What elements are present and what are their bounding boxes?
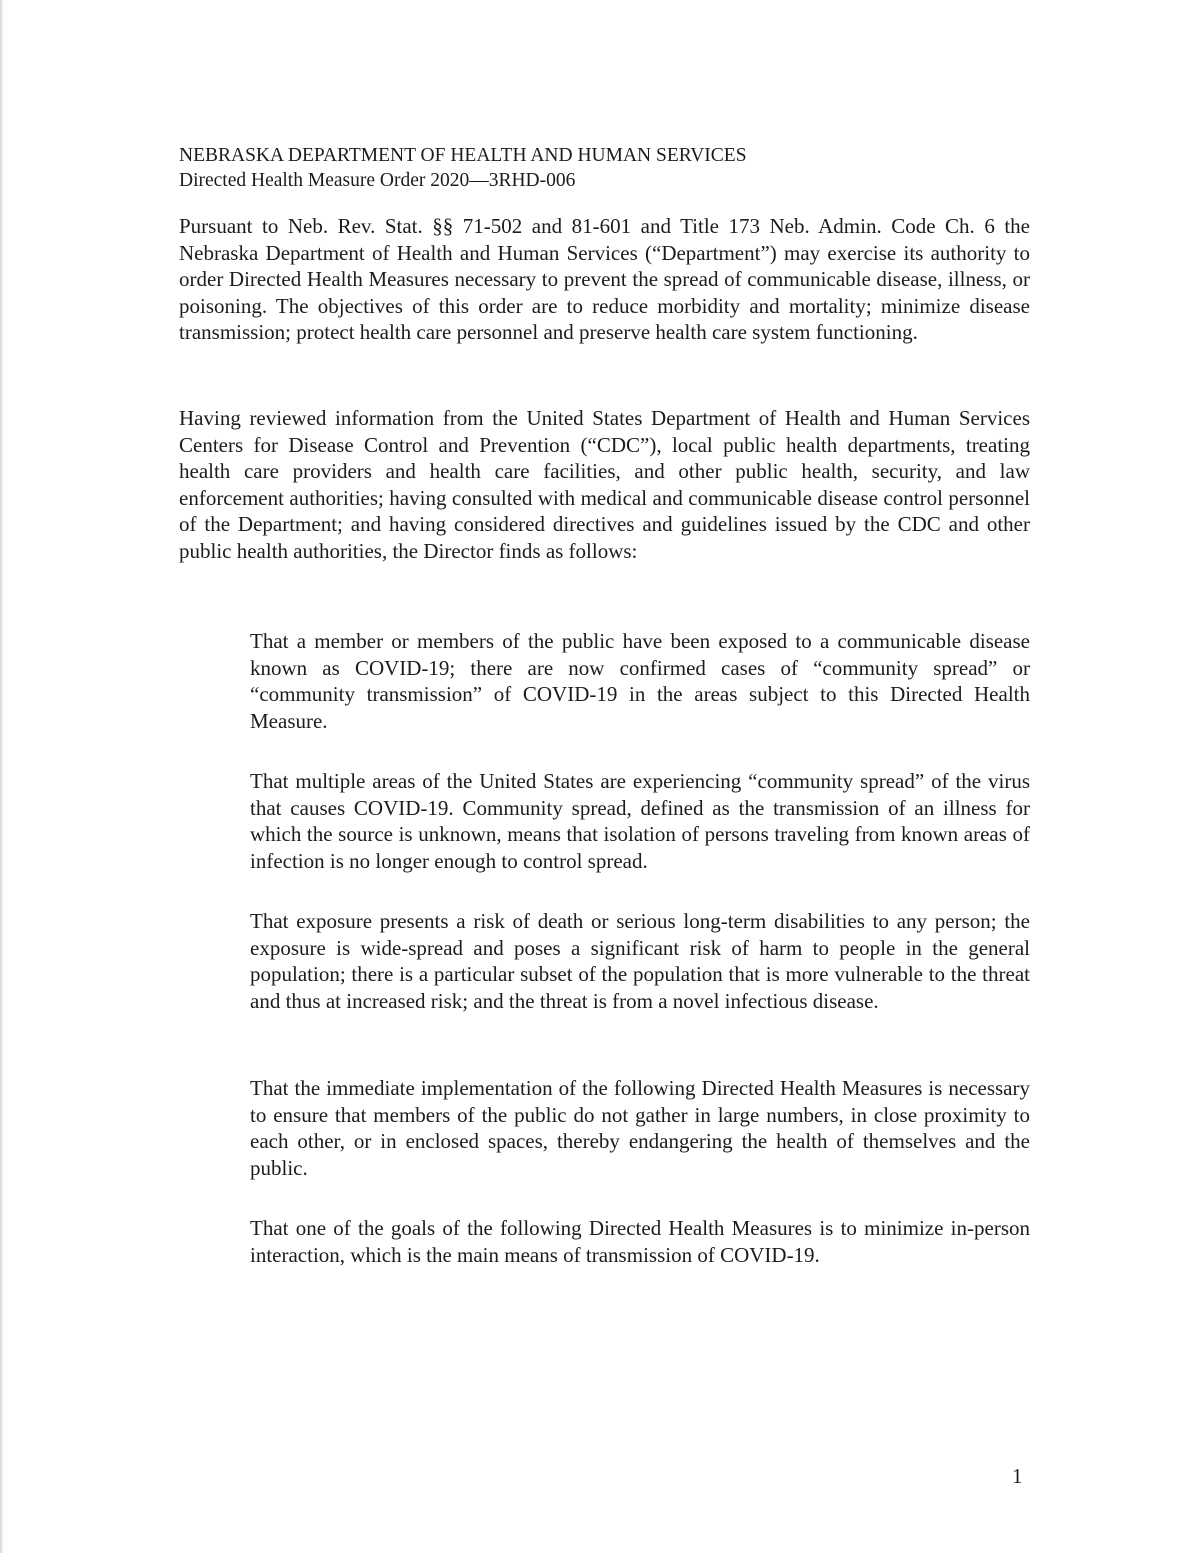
authority-paragraph: Pursuant to Neb. Rev. Stat. §§ 71-502 and 81-601 and Title 173 Neb. Admin. Code Ch. 6 the Nebraska Department of Health and Human Services (“Department”) may exercise its authority to order Directed Health Measures necessary to prevent the spread of communicable disease, illness, or poisoning. The objectives of this order are to reduce morbidity and mortality; minimize disease transmission; protect health care personnel and preserve health care system functioning. <box>179 214 1030 345</box>
finding-exposure-community-spread: That a member or members of the public have been exposed to a communicable disease known as COVID-19; there are now confirmed cases of “community spread” or “community transmission” of COVID-19 in the areas subject to this Directed Health Measure. <box>250 629 1030 733</box>
review-paragraph: Having reviewed information from the United States Department of Health and Human Services Centers for Disease Control and Prevention (“CDC”), local public health departments, treating health care providers and health care facilities, and other public health, security, and law enforcement authorities; having consulted with medical and communicable disease control personnel of the Department; and having considered directives and guidelines issued by the CDC and other public health authorities, the Director finds as follows: <box>179 406 1030 563</box>
order-title: Directed Health Measure Order 2020—3RHD-006 <box>179 170 576 191</box>
finding-immediate-implementation: That the immediate implementation of the following Directed Health Measures is necessary to ensure that members of the public do not gather in large numbers, in close proximity to each other, or in enclosed spaces, thereby endangering the health of themselves and the public. <box>250 1076 1030 1180</box>
page-number: 1 <box>1012 1464 1023 1488</box>
finding-risk-of-death: That exposure presents a risk of death or serious long-term disabilities to any person; the exposure is wide-spread and poses a significant risk of harm to people in the general population; there is a particular subset of the population that is more vulnerable to the threat and thus at increased risk; and the threat is from a novel infectious disease. <box>250 909 1030 1013</box>
scan-edge-shadow <box>0 0 4 1553</box>
finding-minimize-interaction: That one of the goals of the following Directed Health Measures is to minimize in-person interaction, which is the main means of transmission of COVID-19. <box>250 1216 1030 1267</box>
document-header <box>179 143 1039 193</box>
agency-name: NEBRASKA DEPARTMENT OF HEALTH AND HUMAN SERVICES <box>179 145 747 166</box>
finding-multiple-areas: That multiple areas of the United States are experiencing “community spread” of the virus that causes COVID-19. Community spread, defined as the transmission of an illness for which the source is unknown, means that isolation of persons traveling from known areas of infection is no longer enough to control spread. <box>250 769 1030 873</box>
